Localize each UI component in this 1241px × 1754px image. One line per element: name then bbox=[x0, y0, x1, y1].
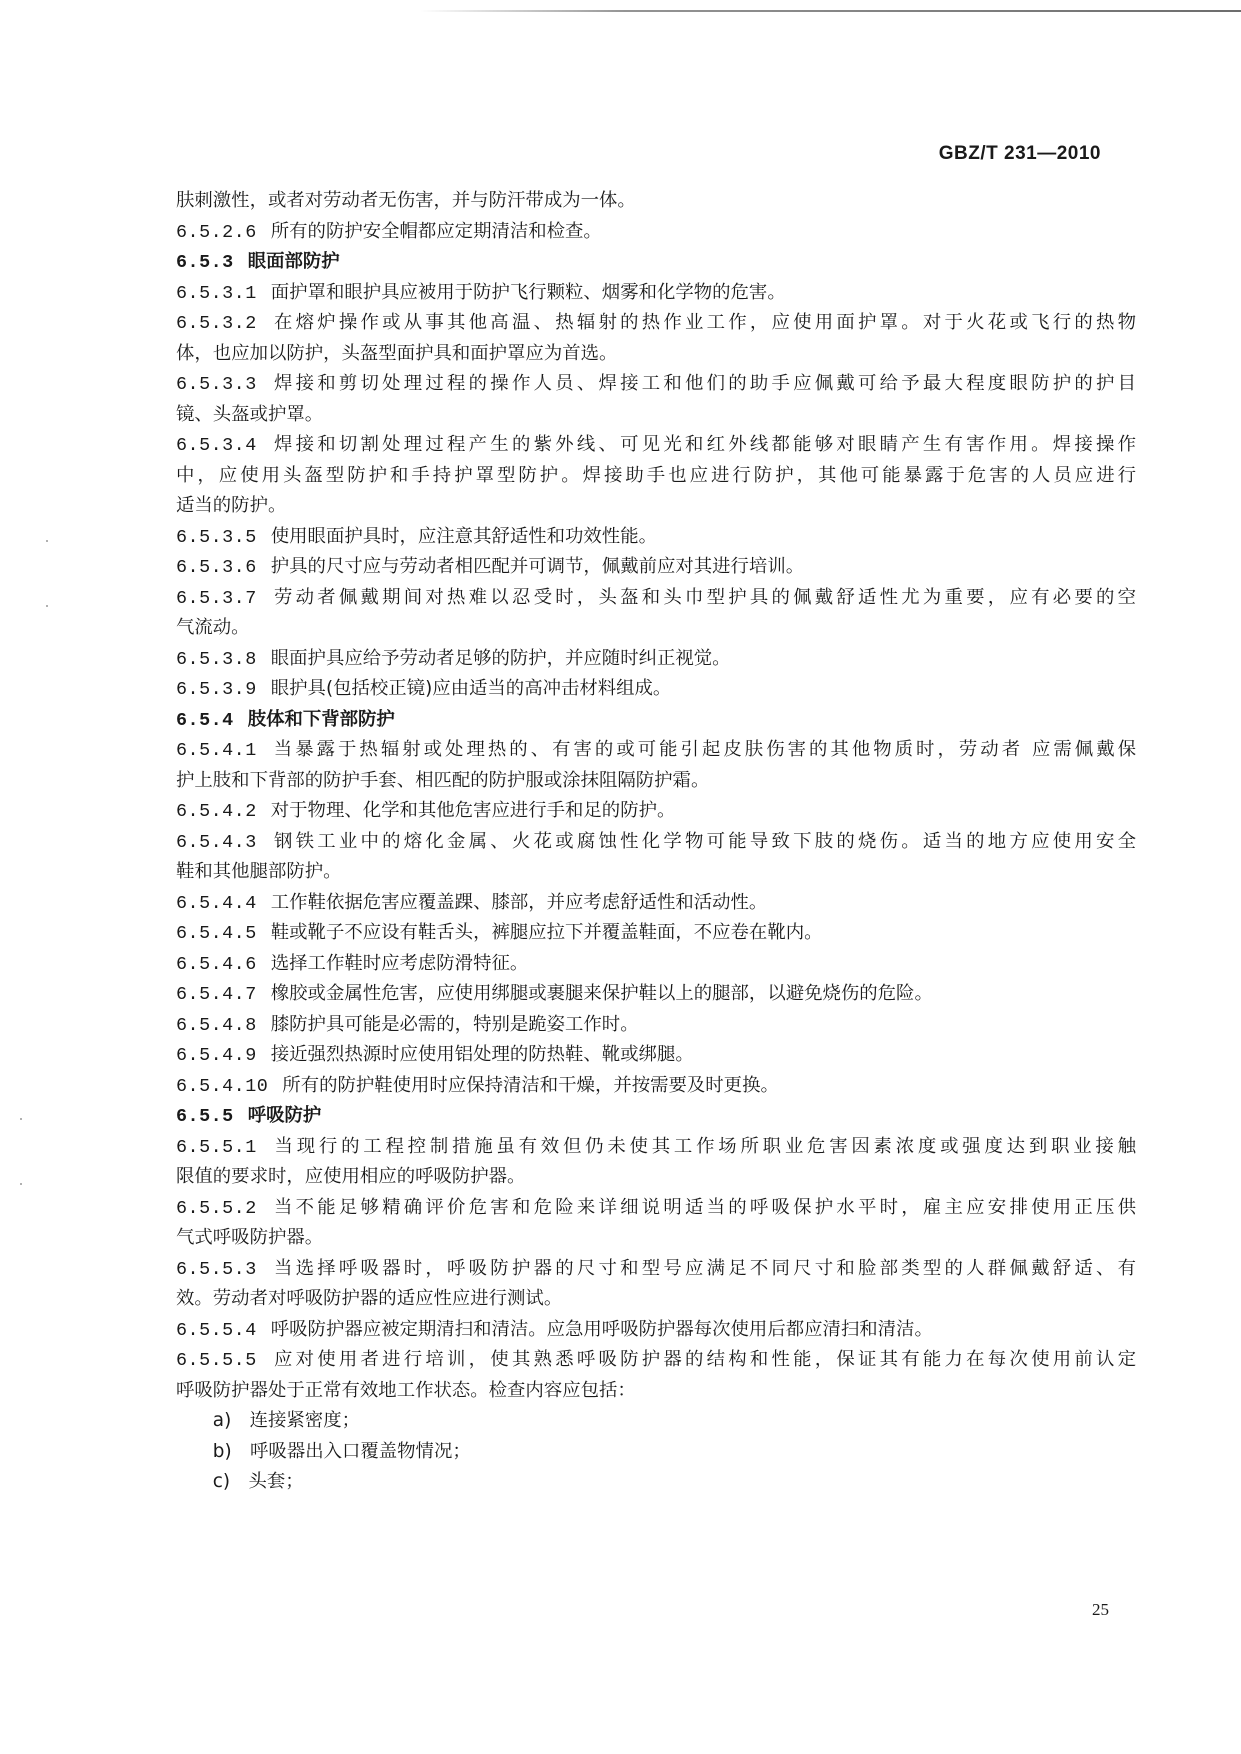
clause-number: 6.5.4.7 bbox=[176, 984, 257, 1005]
clause-number: 6.5.3.3 bbox=[176, 374, 257, 395]
top-rule bbox=[420, 10, 1241, 12]
line-text: 肤刺激性，或者对劳动者无伤害，并与防汗带成为一体。 bbox=[176, 190, 636, 211]
document-code: GBZ/T 231—2010 bbox=[938, 143, 1101, 164]
paragraph-line bbox=[176, 278, 1136, 309]
clause-number: 6.5.3.5 bbox=[176, 526, 257, 548]
paragraph-line bbox=[176, 1345, 1136, 1376]
paragraph-line bbox=[176, 1071, 1136, 1102]
line-text: 当暴露于热辐射或处理热的、有害的或可能引起皮肤伤害的其他物质时，劳动者 应需佩戴保 bbox=[270, 739, 1136, 760]
line-text: 选择工作鞋时应考虑防滑特征。 bbox=[270, 952, 529, 974]
line-text: 效。劳动者对呼吸防护器的适应性应进行测试。 bbox=[176, 1288, 563, 1309]
section-heading bbox=[176, 705, 1136, 736]
paragraph-line bbox=[176, 1223, 1136, 1254]
line-text: c) 头套； bbox=[212, 1471, 304, 1492]
line-text: 对于物理、化学和其他危害应进行手和足的防护。 bbox=[270, 800, 676, 821]
paragraph-line bbox=[176, 186, 1136, 217]
clause-number: 6.5.3.1 bbox=[176, 282, 257, 304]
clause-number: 6.5.4.10 bbox=[176, 1075, 269, 1097]
paragraph-line bbox=[176, 369, 1136, 400]
line-text: 橡胶或金属性危害，应使用绑腿或裹腿来保护鞋以上的腿部，以避免烧伤的危险。 bbox=[270, 983, 933, 1004]
scan-speck bbox=[20, 1118, 22, 1120]
paragraph-line bbox=[176, 1193, 1136, 1224]
line-text: 钢铁工业中的熔化金属、火花或腐蚀性化学物可能导致下肢的烧伤。适当的地方应使用安全 bbox=[270, 830, 1136, 852]
clause-number: 6.5.4.5 bbox=[176, 923, 257, 944]
clause-number: 6.5.3.6 bbox=[176, 557, 257, 578]
clause-number: 6.5.5.4 bbox=[176, 1319, 257, 1341]
paragraph-line bbox=[176, 430, 1136, 461]
line-text: 气式呼吸防护器。 bbox=[176, 1227, 324, 1248]
line-text: 中，应使用头盔型防护和手持护罩型防护。焊接助手也应进行防护，其他可能暴露于危害的人员应进行 bbox=[176, 464, 1136, 486]
list-item bbox=[176, 1467, 1136, 1498]
line-text: 眼面护具应给予劳动者足够的防护，并应随时纠正视觉。 bbox=[270, 647, 731, 669]
scan-speck bbox=[20, 1183, 22, 1185]
paragraph-line bbox=[176, 888, 1136, 919]
paragraph-line bbox=[176, 1010, 1136, 1041]
line-text: 鞋或靴子不应设有鞋舌头，裤腿应拉下并覆盖鞋面，不应卷在靴内。 bbox=[270, 922, 823, 943]
line-text: 护上肢和下背部的防护手套、相匹配的防护服或涂抹阻隔防护霜。 bbox=[176, 769, 710, 791]
line-text: 气流动。 bbox=[176, 617, 250, 638]
scan-speck bbox=[46, 540, 48, 542]
line-text: 当不能足够精确评价危害和危险来详细说明适当的呼吸保护水平时，雇主应安排使用正压供 bbox=[270, 1196, 1136, 1218]
clause-number: 6.5.5.1 bbox=[176, 1136, 257, 1158]
line-text: 呼吸防护器处于正常有效地工作状态。检查内容应包括： bbox=[176, 1379, 636, 1401]
line-text: 镜、头盔或护罩。 bbox=[176, 403, 324, 425]
line-text: 工作鞋依据危害应覆盖踝、膝部，并应考虑舒适性和活动性。 bbox=[270, 891, 768, 913]
line-text: 劳动者佩戴期间对热难以忍受时，头盔和头巾型护具的佩戴舒适性尤为重要，应有必要的空 bbox=[270, 586, 1136, 608]
clause-number: 6.5.4.6 bbox=[176, 953, 257, 975]
line-text: 呼吸防护器应被定期清扫和清洁。应急用呼吸防护器每次使用后都应清扫和清洁。 bbox=[270, 1318, 933, 1340]
line-text: a) 连接紧密度； bbox=[212, 1410, 360, 1431]
paragraph-line bbox=[176, 339, 1136, 370]
line-text: 膝防护具可能是必需的，特别是跪姿工作时。 bbox=[270, 1013, 639, 1035]
line-text: 使用眼面护具时，应注意其舒适性和功效性能。 bbox=[270, 525, 657, 547]
clause-number: 6.5.3 bbox=[176, 252, 234, 273]
paragraph-line bbox=[176, 674, 1136, 705]
clause-number: 6.5.4.2 bbox=[176, 801, 257, 822]
clause-number: 6.5.4.4 bbox=[176, 892, 257, 914]
paragraph-line bbox=[176, 1254, 1136, 1285]
clause-number: 6.5.3.9 bbox=[176, 679, 257, 700]
paragraph-line bbox=[176, 1162, 1136, 1193]
clause-number: 6.5.4.8 bbox=[176, 1014, 257, 1036]
paragraph-line bbox=[176, 1284, 1136, 1315]
clause-number: 6.5.5 bbox=[176, 1106, 234, 1127]
clause-number: 6.5.4.3 bbox=[176, 831, 257, 853]
list-item bbox=[176, 1437, 1136, 1468]
line-text: 鞋和其他腿部防护。 bbox=[176, 861, 342, 882]
page-number: 25 bbox=[1092, 1600, 1109, 1619]
line-text: 当选择呼吸器时，呼吸防护器的尺寸和型号应满足不同尺寸和脸部类型的人群佩戴舒适、有 bbox=[270, 1257, 1136, 1279]
paragraph-line bbox=[176, 583, 1136, 614]
line-text: 体，也应加以防护，头盔型面护具和面护罩应为首选。 bbox=[176, 342, 618, 364]
clause-number: 6.5.3.8 bbox=[176, 648, 257, 670]
clause-number: 6.5.3.4 bbox=[176, 435, 257, 456]
line-text: 护具的尺寸应与劳动者相匹配并可调节，佩戴前应对其进行培训。 bbox=[270, 556, 805, 577]
body-text bbox=[176, 186, 1136, 1498]
paragraph-line bbox=[176, 735, 1136, 766]
paragraph-line bbox=[176, 400, 1136, 431]
clause-number: 6.5.4.9 bbox=[176, 1045, 257, 1066]
scan-speck bbox=[46, 605, 48, 607]
line-text: 应对使用者进行培训，使其熟悉呼吸防护器的结构和性能，保证其有能力在每次使用前认定 bbox=[270, 1349, 1136, 1370]
heading-text: 呼吸防护 bbox=[247, 1105, 322, 1126]
paragraph-line bbox=[176, 1315, 1136, 1346]
line-text: 限值的要求时，应使用相应的呼吸防护器。 bbox=[176, 1166, 526, 1187]
line-text: 面护罩和眼护具应被用于防护飞行颗粒、烟雾和化学物的危害。 bbox=[270, 281, 786, 303]
line-text: 所有的防护安全帽都应定期清洁和检查。 bbox=[270, 220, 602, 242]
line-text: 当现行的工程控制措施虽有效但仍未使其工作场所职业危害因素浓度或强度达到职业接触 bbox=[270, 1135, 1136, 1157]
clause-number: 6.5.5.3 bbox=[176, 1258, 257, 1280]
paragraph-line bbox=[176, 491, 1136, 522]
clause-number: 6.5.4 bbox=[176, 709, 234, 731]
paragraph-line bbox=[176, 796, 1136, 827]
paragraph-line bbox=[176, 918, 1136, 949]
paragraph-line bbox=[176, 552, 1136, 583]
line-text: 焊接和切割处理过程产生的紫外线、可见光和红外线都能够对眼睛产生有害作用。焊接操作 bbox=[270, 434, 1136, 455]
line-text: 所有的防护鞋使用时应保持清洁和干燥，并按需要及时更换。 bbox=[282, 1074, 779, 1096]
line-text: 眼护具(包括校正镜)应由适当的高冲击材料组成。 bbox=[270, 678, 672, 699]
line-text: 适当的防护。 bbox=[176, 495, 287, 516]
paragraph-line bbox=[176, 522, 1136, 553]
paragraph-line bbox=[176, 857, 1136, 888]
clause-number: 6.5.5.2 bbox=[176, 1197, 257, 1219]
paragraph-line bbox=[176, 1040, 1136, 1071]
clause-number: 6.5.2.6 bbox=[176, 221, 257, 243]
paragraph-line bbox=[176, 1132, 1136, 1163]
heading-text: 肢体和下背部防护 bbox=[247, 708, 395, 730]
line-text: 在熔炉操作或从事其他高温、热辐射的热作业工作，应使用面护罩。对于火花或飞行的热物 bbox=[270, 312, 1136, 333]
clause-number: 6.5.3.2 bbox=[176, 313, 257, 334]
heading-text: 眼面部防护 bbox=[247, 251, 340, 272]
clause-number: 6.5.5.5 bbox=[176, 1350, 257, 1371]
line-text: 焊接和剪切处理过程的操作人员、焊接工和他们的助手应佩戴可给予最大程度眼防护的护目 bbox=[270, 373, 1136, 394]
paragraph-line bbox=[176, 949, 1136, 980]
paragraph-line bbox=[176, 766, 1136, 797]
section-heading bbox=[176, 247, 1136, 278]
paragraph-line bbox=[176, 613, 1136, 644]
paragraph-line bbox=[176, 644, 1136, 675]
paragraph-line bbox=[176, 308, 1136, 339]
clause-number: 6.5.3.7 bbox=[176, 587, 257, 609]
line-text: 接近强烈热源时应使用铝处理的防热鞋、靴或绑腿。 bbox=[270, 1044, 694, 1065]
paragraph-line bbox=[176, 979, 1136, 1010]
paragraph-line bbox=[176, 461, 1136, 492]
line-text: b) 呼吸器出入口覆盖物情况； bbox=[212, 1440, 471, 1462]
clause-number: 6.5.4.1 bbox=[176, 740, 257, 761]
section-heading bbox=[176, 1101, 1136, 1132]
list-item bbox=[176, 1406, 1136, 1437]
paragraph-line bbox=[176, 1376, 1136, 1407]
paragraph-line bbox=[176, 827, 1136, 858]
paragraph-line bbox=[176, 217, 1136, 248]
